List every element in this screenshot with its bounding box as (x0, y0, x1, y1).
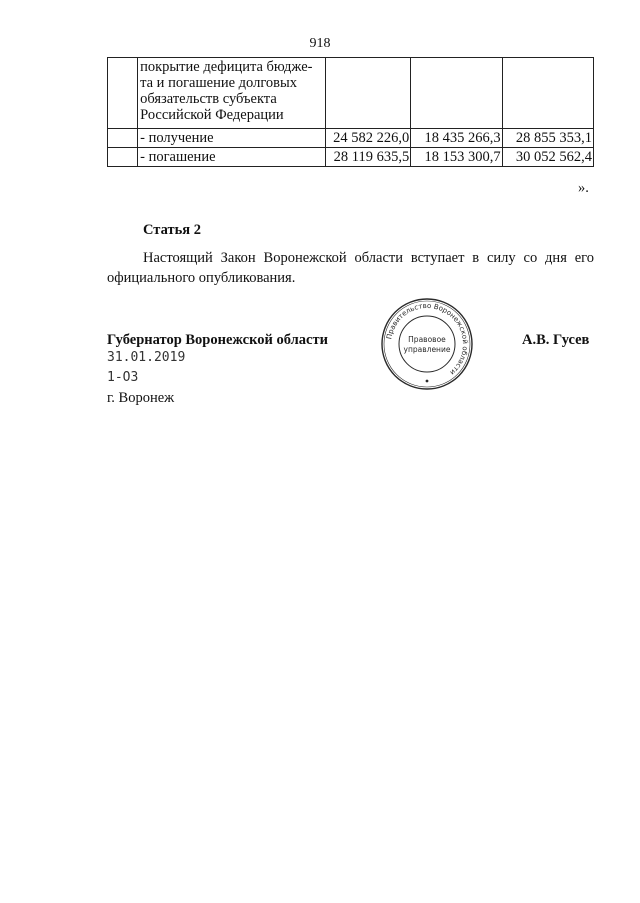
seal-inner-line-1: Правовое (408, 335, 446, 344)
table-cell-empty (108, 129, 138, 148)
signing-city: г. Воронеж (107, 390, 175, 406)
receipt-value-2: 18 435 266,3 (411, 129, 502, 148)
repayment-value-2: 18 153 300,7 (411, 148, 502, 167)
row-label-receipt: - получение (138, 129, 326, 148)
closing-quote: ». (578, 180, 589, 196)
description-line-1: покрытие дефицита бюдже- (140, 59, 313, 75)
table-row-receipt (108, 129, 594, 148)
table-cell-empty (325, 58, 410, 129)
description-line-4: Российской Федерации (140, 107, 284, 123)
repayment-value-1: 28 119 635,5 (325, 148, 410, 167)
table-cell-empty (108, 58, 138, 129)
table-row-description (108, 58, 594, 129)
description-line-2: та и погашение долговых (140, 75, 297, 91)
article-title: Статья 2 (143, 222, 201, 238)
table-cell-description (138, 58, 326, 129)
signatory-title: Губернатор Воронежской области (107, 332, 328, 348)
seal-outer-text: Правительство Воронежской области (385, 301, 470, 377)
repayment-value-3: 30 052 562,4 (502, 148, 593, 167)
budget-financing-table (107, 57, 594, 167)
official-seal-icon (380, 297, 474, 391)
article-body: Настоящий Закон Воронежской области вступает в силу со дня его официального опубликования. (107, 250, 594, 286)
seal-inner-line-2: управление (403, 345, 451, 354)
page-number: 918 (309, 36, 331, 51)
table-cell-empty (108, 148, 138, 167)
receipt-value-3: 28 855 353,1 (502, 129, 593, 148)
signatory-name: А.В. Гусев (522, 332, 590, 348)
table-cell-empty (411, 58, 502, 129)
signing-date: 31.01.2019 (107, 350, 186, 365)
row-label-repayment: - погашение (138, 148, 326, 167)
law-number: 1-ОЗ (107, 370, 139, 385)
table-cell-empty (502, 58, 593, 129)
receipt-value-1: 24 582 226,0 (325, 129, 410, 148)
table-row-repayment (108, 148, 594, 167)
description-line-3: обязательств субъекта (140, 91, 277, 107)
